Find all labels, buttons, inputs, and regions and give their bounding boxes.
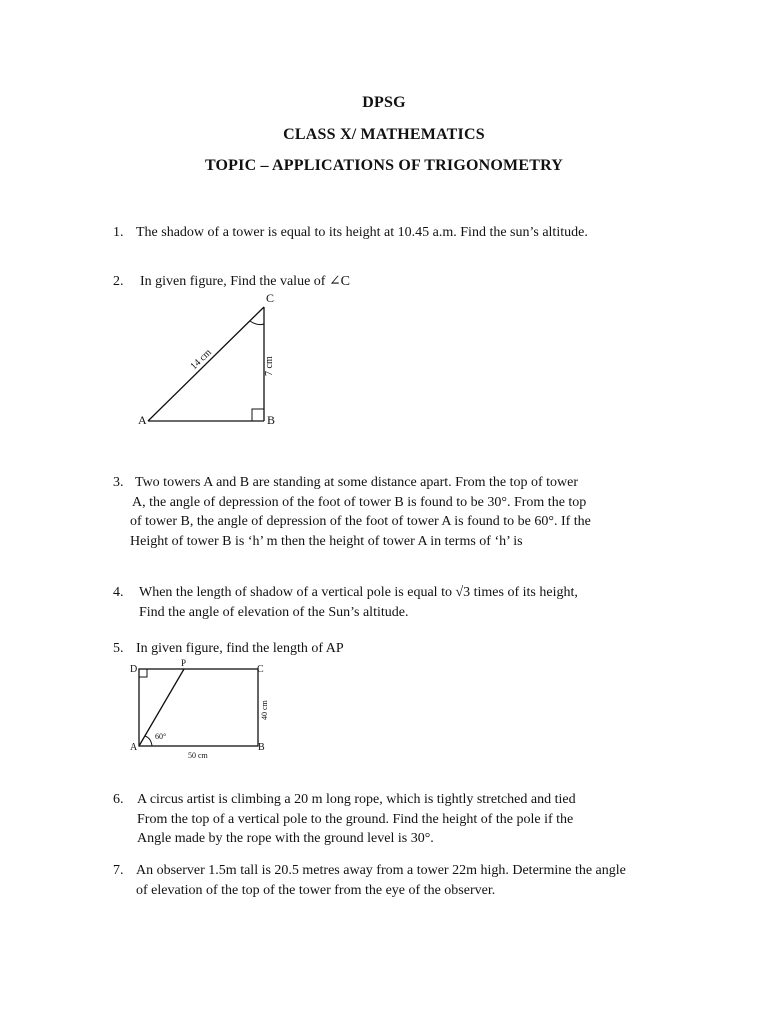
vertex-label-a: A bbox=[130, 742, 138, 753]
school-name: DPSG bbox=[362, 94, 406, 111]
question-text-line: Find the angle of elevation of the Sun’s altitude. bbox=[139, 604, 409, 620]
question-text-line: A circus artist is climbing a 20 m long rope, which is tightly stretched and tied bbox=[137, 792, 576, 807]
question-number: 4. bbox=[113, 585, 124, 600]
vertex-label-c: C bbox=[257, 664, 264, 675]
question-number: 6. bbox=[113, 792, 124, 807]
right-angle-marker bbox=[139, 669, 147, 677]
question-text-line: of tower B, the angle of depression of the foot of tower A is found to be 60°. If the bbox=[130, 514, 591, 529]
angle-arc bbox=[145, 736, 152, 746]
angle-arc bbox=[250, 321, 264, 325]
question-text-line: Angle made by the rope with the ground level is 30°. bbox=[137, 831, 434, 846]
side-ac bbox=[148, 307, 264, 421]
question-number: 3. bbox=[113, 475, 124, 490]
vertex-label-a: A bbox=[138, 413, 147, 427]
width-label: 50 cm bbox=[188, 751, 208, 760]
question-text: The shadow of a tower is equal to its height at 10.45 a.m. Find the sun’s altitude. bbox=[136, 225, 588, 240]
question-number: 5. bbox=[113, 641, 124, 656]
vertex-label-c: C bbox=[266, 291, 275, 305]
hypotenuse-length-label: 14 cm bbox=[188, 347, 214, 373]
question-text-line: Height of tower B is ‘h’ m then the height of tower A in terms of ‘h’ is bbox=[130, 533, 523, 549]
right-angle-marker bbox=[252, 409, 264, 421]
rectangle-figure bbox=[126, 658, 276, 762]
topic-title: TOPIC – APPLICATIONS OF TRIGONOMETRY bbox=[204, 157, 564, 174]
question-number: 1. bbox=[113, 225, 124, 240]
question-text-line: From the top of a vertical pole to the ground. Find the height of the pole if the bbox=[137, 811, 574, 827]
question-text-line: of elevation of the top of the tower from the eye of the observer. bbox=[136, 882, 496, 898]
question-text-line: An observer 1.5m tall is 20.5 metres away from a tower 22m high. Determine the angle bbox=[136, 863, 626, 878]
side-length-label: 7 cm bbox=[264, 356, 275, 376]
angle-label: 60° bbox=[155, 732, 167, 741]
vertex-label-b: B bbox=[258, 742, 265, 753]
question-number: 2. bbox=[113, 274, 124, 289]
question-text-line: A, the angle of depression of the foot of tower B is found to be 30°. From the top bbox=[132, 494, 587, 510]
vertex-label-d: D bbox=[130, 664, 138, 675]
question-text-line: Two towers A and B are standing at some distance apart. From the top of tower bbox=[135, 475, 579, 490]
question-text: In given figure, find the length of AP bbox=[136, 641, 344, 656]
vertex-label-b: B bbox=[267, 413, 276, 427]
question-text: In given figure, Find the value of ∠C bbox=[140, 274, 351, 289]
question-number: 7. bbox=[113, 863, 124, 878]
height-label: 40 cm bbox=[260, 700, 269, 720]
class-subject: CLASS X/ MATHEMATICS bbox=[283, 126, 485, 143]
question-text-line: When the length of shadow of a vertical pole is equal to √3 times of its height, bbox=[139, 585, 578, 600]
point-label-p: P bbox=[181, 658, 187, 668]
right-triangle-figure bbox=[130, 290, 290, 432]
